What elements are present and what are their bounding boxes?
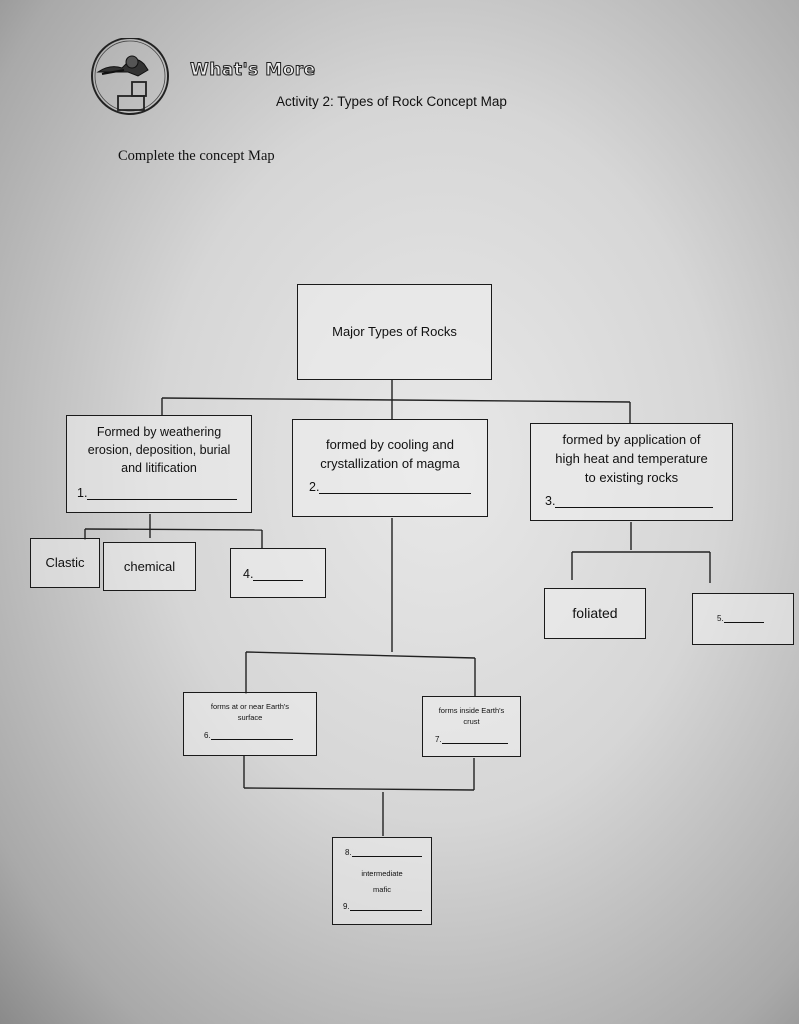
clastic-box <box>30 538 100 588</box>
blank-9-number: 9. <box>343 902 350 911</box>
blank-5-box <box>692 593 794 645</box>
blank-9-line[interactable] <box>350 910 422 911</box>
igneous-line1: formed by cooling and <box>326 437 454 452</box>
mafic-label: mafic <box>373 885 391 894</box>
section-title: What's More <box>190 60 316 80</box>
foliated-label: foliated <box>572 605 618 621</box>
chemical-box <box>103 542 196 591</box>
blank-2-line[interactable] <box>319 493 471 494</box>
root-concept-box <box>297 284 492 380</box>
blank-3[interactable] <box>545 494 713 508</box>
blank-4-number: 4. <box>243 567 254 581</box>
blank-5-number: 5. <box>717 614 724 623</box>
instruction-text: Complete the concept Map <box>118 148 275 164</box>
composition-box <box>332 837 432 925</box>
activity-title: Activity 2: Types of Rock Concept Map <box>276 94 507 109</box>
metamorphic-line3: to existing rocks <box>584 470 679 485</box>
foliated-box <box>544 588 646 639</box>
blank-8-number: 8. <box>345 848 352 857</box>
clastic-label: Clastic <box>45 555 85 570</box>
blank-7-line[interactable] <box>442 743 508 744</box>
metamorphic-line2: high heat and temperature <box>555 451 708 466</box>
blank-5[interactable] <box>717 614 764 623</box>
intrusive-box <box>422 696 521 757</box>
sedimentary-line2: erosion, deposition, burial <box>87 443 231 457</box>
blank-6[interactable] <box>204 731 293 740</box>
blank-4[interactable] <box>243 567 303 581</box>
blank-2[interactable] <box>309 480 471 494</box>
blank-1-number: 1. <box>77 486 88 500</box>
blank-7[interactable] <box>435 735 508 744</box>
blank-6-line[interactable] <box>211 739 293 740</box>
blank-1-line[interactable] <box>87 499 237 500</box>
extrusive-line2: surface <box>237 713 263 722</box>
intrusive-line1: forms inside Earth's <box>438 706 505 715</box>
root-concept-label: Major Types of Rocks <box>332 324 457 339</box>
blank-4-box <box>230 548 326 598</box>
blank-3-number: 3. <box>545 494 556 508</box>
blank-9[interactable] <box>343 902 422 911</box>
blank-6-number: 6. <box>204 731 211 740</box>
blank-8-line[interactable] <box>352 856 422 857</box>
extrusive-box <box>183 692 317 756</box>
blank-1[interactable] <box>77 486 237 500</box>
blank-2-number: 2. <box>309 480 320 494</box>
intermediate-label: intermediate <box>361 869 403 878</box>
blank-4-line[interactable] <box>253 580 303 581</box>
metamorphic-box <box>530 423 733 521</box>
intrusive-line2: crust <box>463 717 480 726</box>
sedimentary-box <box>66 415 252 513</box>
blank-5-line[interactable] <box>724 622 764 623</box>
igneous-line2: crystallization of magma <box>320 456 460 471</box>
blank-7-number: 7. <box>435 735 442 744</box>
sedimentary-line1: Formed by weathering <box>96 425 222 439</box>
igneous-box <box>292 419 488 517</box>
blank-3-line[interactable] <box>555 507 713 508</box>
extrusive-line1: forms at or near Earth's <box>210 702 290 711</box>
chemical-label: chemical <box>123 559 176 574</box>
metamorphic-line1: formed by application of <box>562 432 701 447</box>
sedimentary-line3: and litification <box>121 461 197 475</box>
blank-8[interactable] <box>345 848 422 857</box>
